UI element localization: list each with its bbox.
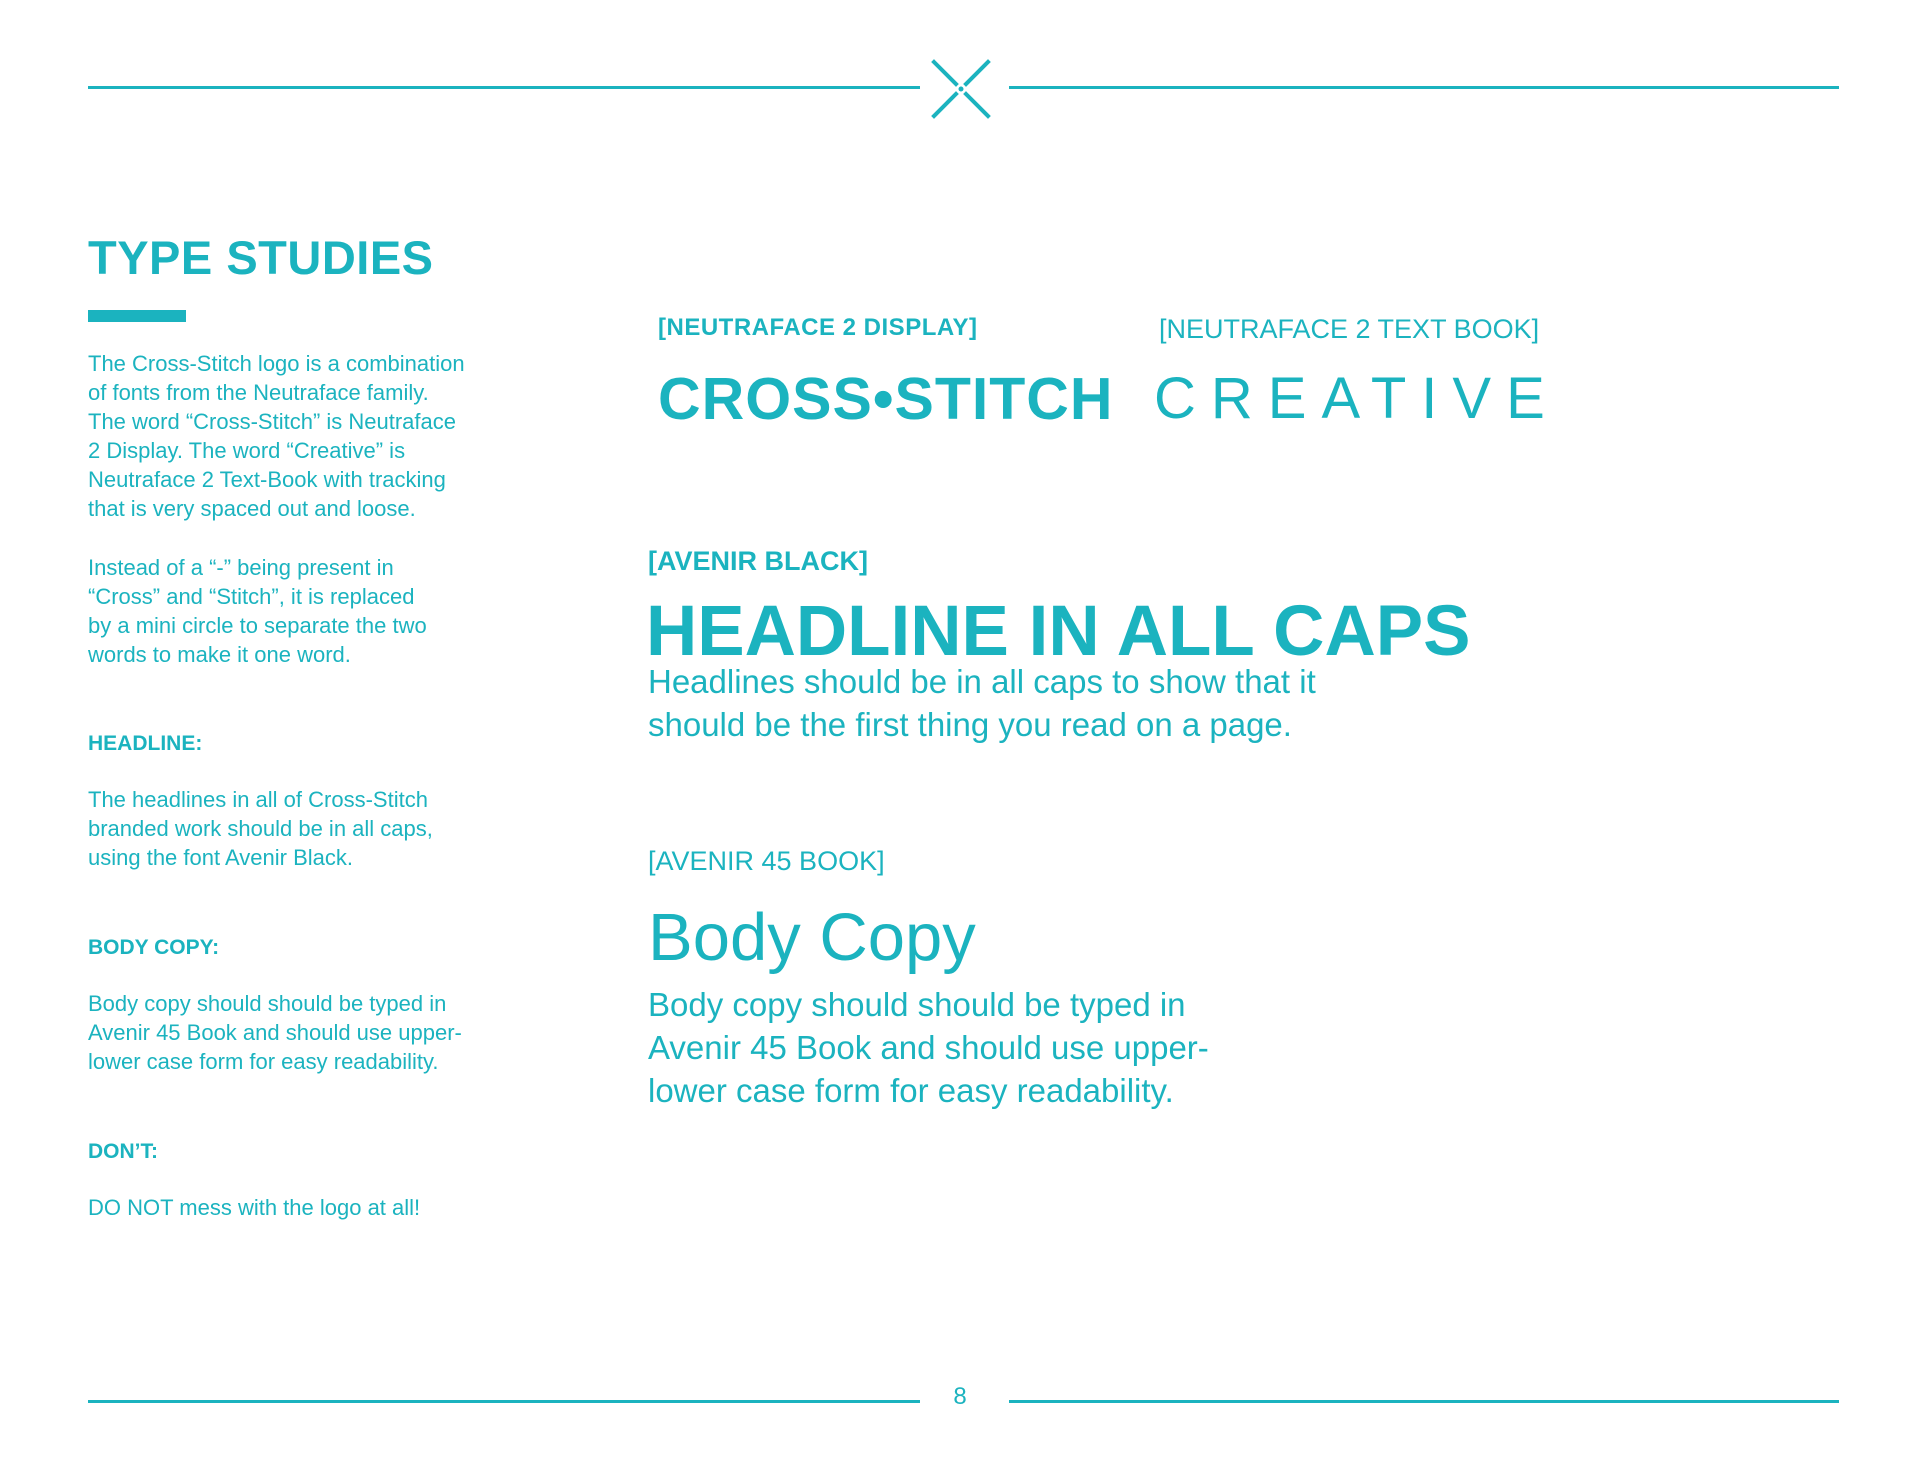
bottom-rule-right	[1009, 1400, 1839, 1403]
intro-paragraph: The Cross-Stitch logo is a combination of fonts from the Neutraface family. The word “Cross-Stitch” is Neutraface 2 Display. The word “Creative” is Neutraface 2 Text-Book with tracking that is very spaced out and loose.	[88, 351, 465, 521]
logo-cross-stitch-wordmark: CROSS•STITCH	[658, 366, 1114, 432]
intro-paragraph-2: Instead of a “-” being present in “Cross” and “Stitch”, it is replaced by a mini circle to separate the two words to make it one word.	[88, 555, 427, 667]
cross-stitch-x-icon	[928, 56, 994, 122]
page-title: TYPE STUDIES	[88, 231, 434, 284]
title-underline-bar	[88, 310, 186, 322]
font-label-neutraface-text-book: [NEUTRAFACE 2 TEXT BOOK]	[1159, 314, 1540, 344]
dont-heading: DON’T:	[88, 1140, 158, 1163]
body-copy-sample-description: Body copy should should be typed in Avenir 45 Book and should use upper- lower case form for easy readability.	[648, 986, 1209, 1109]
body-copy-sample-title: Body Copy	[648, 900, 976, 975]
headline-heading: HEADLINE:	[88, 732, 203, 755]
page-number: 8	[953, 1383, 967, 1410]
dont-paragraph: DO NOT mess with the logo at all!	[88, 1195, 421, 1220]
headline-sample-description: Headlines should be in all caps to show that it should be the first thing you read on a page.	[648, 663, 1316, 743]
body-copy-paragraph: Body copy should should be typed in Avenir 45 Book and should use upper- lower case form for easy readability.	[88, 991, 462, 1074]
top-rule-right	[1009, 86, 1839, 89]
font-label-neutraface-display: [NEUTRAFACE 2 DISPLAY]	[658, 314, 978, 341]
logo-creative-wordmark: CREATIVE	[1154, 366, 1560, 431]
headline-sample: HEADLINE IN ALL CAPS	[646, 592, 1471, 671]
font-label-avenir-book: [AVENIR 45 BOOK]	[648, 846, 885, 876]
body-copy-heading: BODY COPY:	[88, 936, 220, 959]
bottom-rule-left	[88, 1400, 920, 1403]
top-rule-left	[88, 86, 920, 89]
font-label-avenir-black: [AVENIR BLACK]	[648, 546, 868, 576]
headline-paragraph: The headlines in all of Cross-Stitch branded work should be in all caps, using the font Avenir Black.	[88, 787, 433, 870]
